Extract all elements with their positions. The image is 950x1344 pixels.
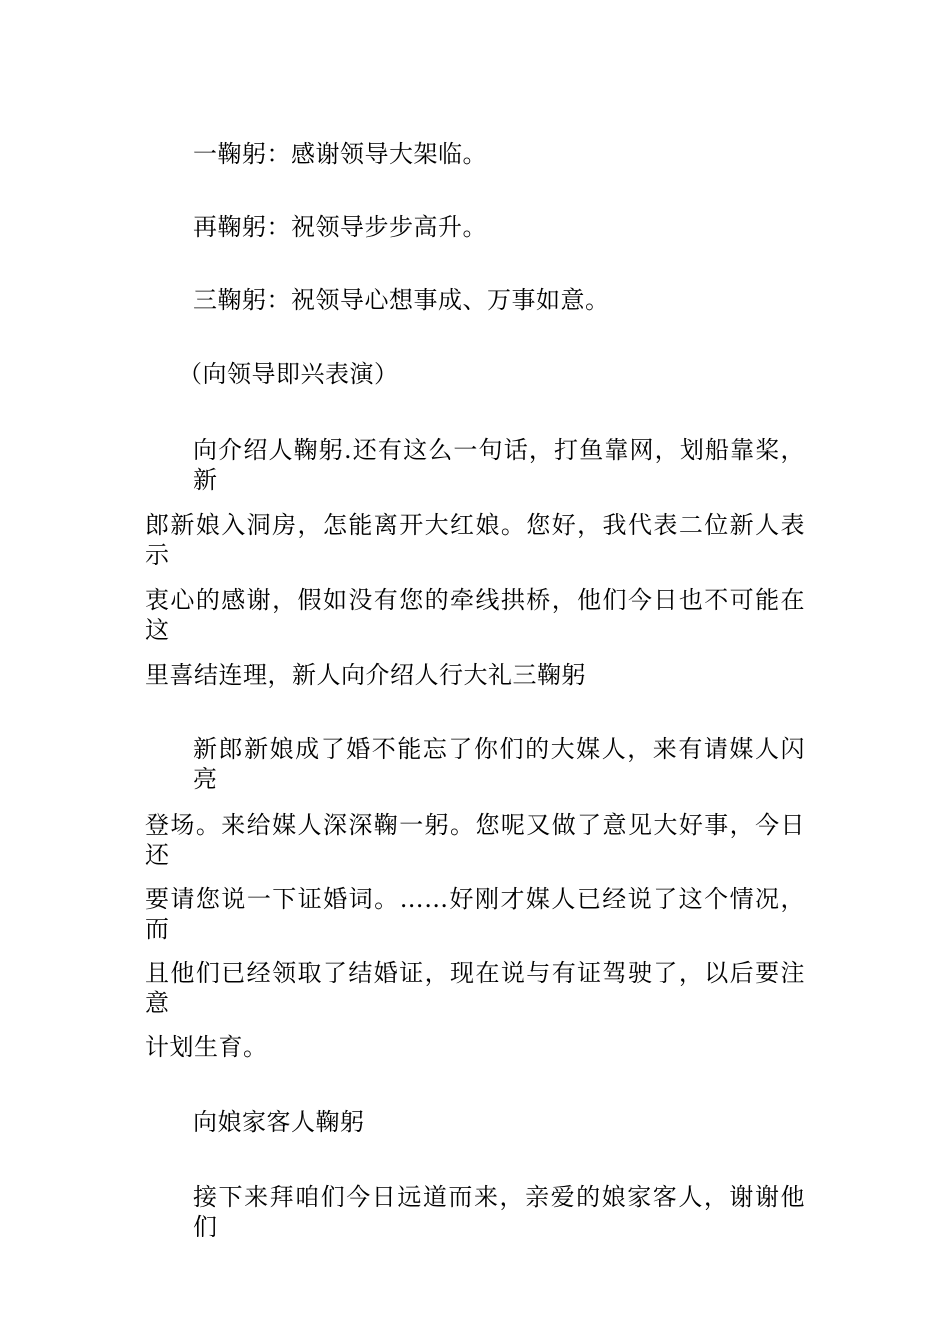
- text-line-bow-3: 三鞠躬：祝领导心想事成、万事如意。: [193, 286, 610, 314]
- text-line-media-1: 新郎新娘成了婚不能忘了你们的大媒人，来有请媒人闪亮: [193, 735, 805, 793]
- text-line-media-3: 要请您说一下证婚词。……好刚才媒人已经说了这个情况，而: [145, 885, 805, 943]
- text-line-performance-note: （向领导即兴表演）: [178, 360, 399, 388]
- text-line-media-4: 且他们已经领取了结婚证，现在说与有证驾驶了，以后要注意: [145, 959, 805, 1017]
- text-line-matchmaker-3: 衷心的感谢，假如没有您的牵线拱桥，他们今日也不可能在这: [145, 586, 805, 644]
- text-line-matchmaker-1: 向介绍人鞠躬.还有这么一句话，打鱼靠网，划船靠桨，新: [193, 436, 805, 494]
- text-line-bow-1: 一鞠躬：感谢领导大架临。: [193, 140, 487, 168]
- text-line-media-2: 登场。来给媒人深深鞠一躬。您呢又做了意见大好事，今日还: [145, 811, 805, 869]
- text-line-bow-2: 再鞠躬：祝领导步步高升。: [193, 213, 487, 241]
- text-line-media-5: 计划生育。: [145, 1033, 268, 1061]
- text-line-matchmaker-2: 郎新娘入洞房，怎能离开大红娘。您好，我代表二位新人表示: [145, 511, 805, 569]
- text-line-maiden-guests-heading: 向娘家客人鞠躬: [193, 1108, 365, 1136]
- text-line-maiden-guests-1: 接下来拜咱们今日远道而来，亲爱的娘家客人，谢谢他们: [193, 1183, 805, 1241]
- text-line-matchmaker-4: 里喜结连理，新人向介绍人行大礼三鞠躬: [145, 661, 586, 689]
